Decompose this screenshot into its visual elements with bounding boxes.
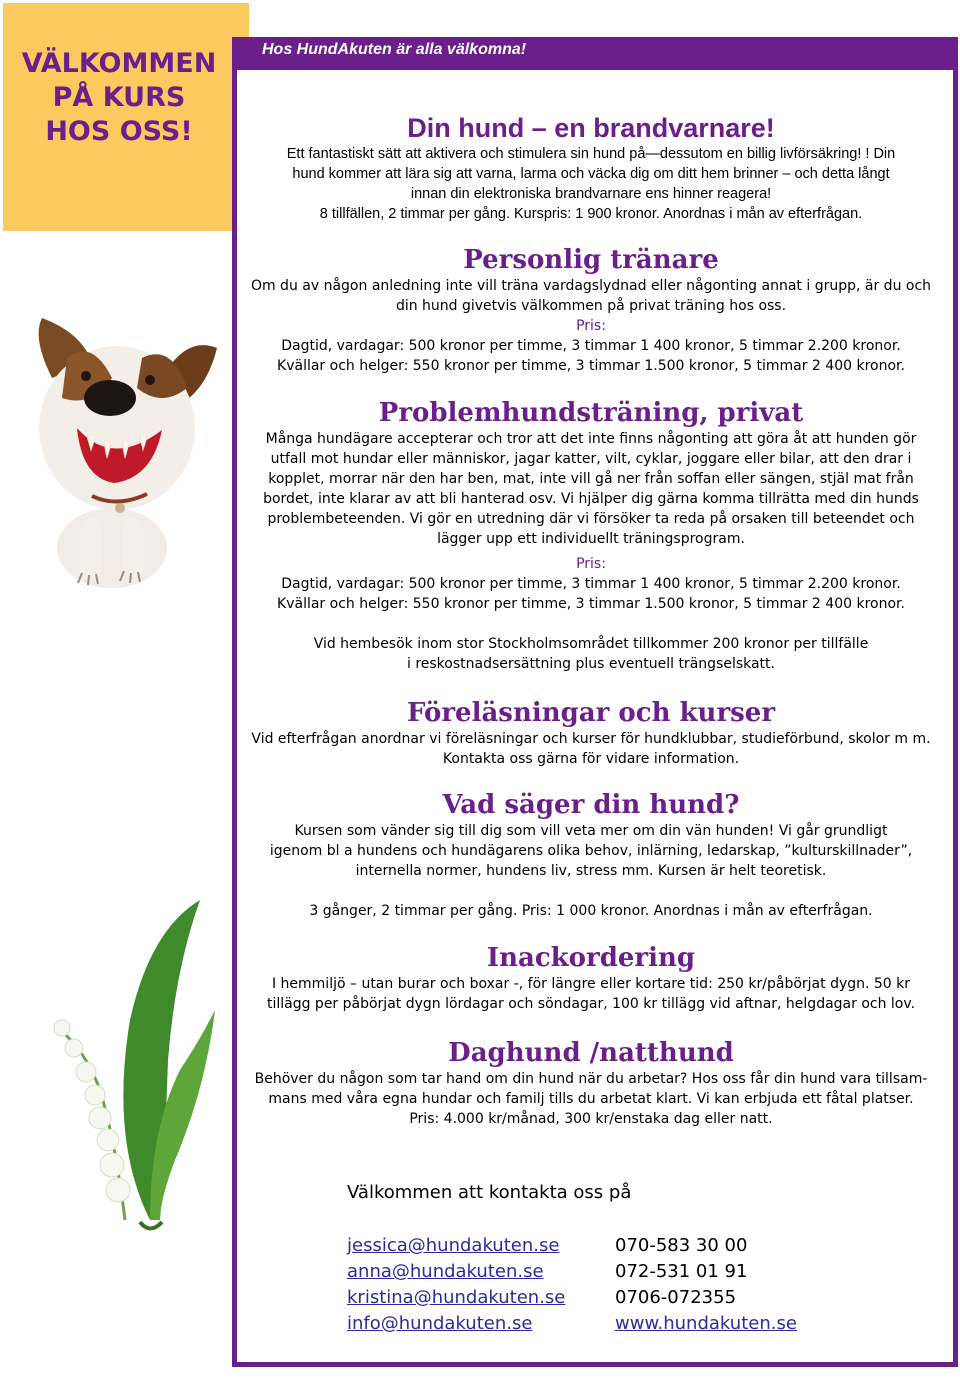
section-text: kopplet, morrar när den har ben, mat, inte vill gå ner från soffan eller sängen, stjäl mat från — [268, 471, 914, 487]
section-text: 8 tillfällen, 2 timmar per gång. Kurspris: 1 900 kronor. Anordnas i mån av efterfrågan. — [319, 206, 863, 222]
phone-number: 072-531 01 91 — [615, 1261, 748, 1282]
contact-row — [347, 1233, 797, 1259]
website-link[interactable]: www.hundakuten.se — [615, 1313, 797, 1334]
dog-image — [22, 318, 222, 588]
section-text: mans med våra egna hundar och familj tills du arbetat klart. Vi kan erbjuda ett fåtal platser. — [268, 1091, 914, 1107]
section-text: Kontakta oss gärna för vidare information. — [442, 751, 740, 767]
price-label: Pris: — [576, 318, 606, 334]
section-text: igenom bl a hundens och hundägarens olika behov, inlärning, ledarskap, ”kulturskillnader”, — [269, 843, 913, 859]
section-title: Problemhundsträning, privat — [378, 398, 804, 428]
section-brandvarnare — [237, 112, 945, 224]
price-text: Dagtid, vardagar: 500 kronor per timme, 3 timmar 1 400 kronor, 5 timmar 2.200 kronor. — [281, 576, 901, 592]
section-text: internella normer, hundens liv, stress mm. Kursen är helt teoretisk. — [355, 863, 827, 879]
email-link[interactable]: info@hundakuten.se — [347, 1313, 533, 1334]
section-title: Daghund /natthund — [448, 1038, 734, 1068]
section-dog-talk — [237, 789, 945, 921]
welcome-title — [3, 47, 235, 149]
section-text: Vid efterfrågan anordnar vi föreläsningar och kurser för hundklubbar, studieförbund, skolor m m. — [251, 731, 931, 747]
section-text: Kursen som vänder sig till dig som vill veta mer om din vän hunden! Vi går grundligt — [294, 823, 888, 839]
price-text: Dagtid, vardagar: 500 kronor per timme, 3 timmar 1 400 kronor, 5 timmar 2.200 kronor. — [281, 338, 901, 354]
contact-row — [347, 1285, 797, 1311]
visit-text: i reskostnadsersättning plus eventuell trängselskatt. — [406, 656, 775, 672]
welcome-line-1: VÄLKOMMEN — [21, 48, 217, 79]
section-text: Pris: 4.000 kr/månad, 300 kr/enstaka dag eller natt. — [409, 1111, 773, 1127]
section-text: Många hundägare accepterar och tror att det inte finns någonting att göra åt att hunden gör — [265, 431, 917, 447]
section-text: din hund givetvis välkommen på privat träning hos oss. — [395, 298, 787, 314]
contact-intro: Välkommen att kontakta oss på — [347, 1182, 632, 1203]
contact-row — [347, 1311, 797, 1337]
section-problem-training — [237, 397, 945, 674]
section-text: lägger upp ett individuellt träningsprogram. — [437, 531, 745, 547]
section-text: problembeteenden. Vi gör en utredning där vi försöker ta reda på orsaken till beteendet och — [267, 511, 915, 527]
email-link[interactable]: jessica@hundakuten.se — [347, 1235, 560, 1256]
section-personal-trainer — [237, 244, 945, 376]
section-title: Din hund – en brandvarnare! — [407, 113, 775, 143]
section-text: bordet, inte klarar av att bli hanterad osv. Vi hjälper dig gärna komma tillrätta med din hunds — [263, 491, 919, 507]
price-text: Kvällar och helger: 550 kronor per timme, 3 timmar 1.500 kronor, 5 timmar 2 400 kronor. — [277, 358, 905, 374]
section-boarding — [237, 942, 945, 1014]
contact-block — [347, 1182, 797, 1337]
section-daycare — [237, 1037, 945, 1129]
email-link[interactable]: kristina@hundakuten.se — [347, 1287, 566, 1308]
visit-text: Vid hembesök inom stor Stockholmsområdet tillkommer 200 kronor per tillfälle — [313, 636, 869, 652]
schedule-text: 3 gånger, 2 timmar per gång. Pris: 1 000 kronor. Anordnas i mån av efterfrågan. — [309, 903, 873, 919]
section-lectures — [237, 697, 945, 769]
welcome-line-2: PÅ KURS — [52, 82, 186, 113]
header-tagline: Hos HundAkuten är alla välkomna! — [262, 41, 527, 58]
section-text: hund kommer att lära sig att varna, larma och väcka dig om ditt hem brinner – och detta långt — [292, 166, 890, 182]
section-text: utfall mot hundar eller människor, jagar katter, vilt, cyklar, joggare eller bilar, att den drar i — [270, 451, 912, 467]
contact-row — [347, 1259, 797, 1285]
section-text: innan din elektroniska brandvarnare ens hinner reagera! — [410, 186, 772, 202]
section-title: Personlig tränare — [463, 245, 719, 275]
section-title: Inackordering — [486, 943, 696, 973]
sidebar-panel — [3, 3, 249, 231]
section-text: Om du av någon anledning inte vill träna vardagslydnad eller någonting annat i grupp, är du och — [250, 278, 932, 294]
email-link[interactable]: anna@hundakuten.se — [347, 1261, 544, 1282]
section-text: Behöver du någon som tar hand om din hund när du arbetar? Hos oss får din hund vara tillsam- — [254, 1071, 928, 1087]
price-text: Kvällar och helger: 550 kronor per timme, 3 timmar 1.500 kronor, 5 timmar 2 400 kronor. — [277, 596, 905, 612]
price-label: Pris: — [576, 556, 606, 572]
section-text: I hemmiljö – utan burar och boxar -, för längre eller kortare tid: 250 kr/påbörjat dygn. 50 kr — [271, 976, 911, 992]
flower-image — [0, 890, 230, 1250]
section-title: Föreläsningar och kurser — [406, 698, 776, 728]
phone-number: 070-583 30 00 — [615, 1235, 748, 1256]
section-title: Vad säger din hund? — [442, 790, 740, 820]
section-text: Ett fantastiskt sätt att aktivera och stimulera sin hund på—dessutom en billig livförsäkring! ! Din — [286, 146, 896, 162]
welcome-line-3: HOS OSS! — [45, 116, 193, 147]
phone-number: 0706-072355 — [615, 1287, 737, 1308]
section-text: tillägg per påbörjat dygn lördagar och söndagar, 100 kr tillägg vid aftnar, helgdagar och lov. — [266, 996, 916, 1012]
